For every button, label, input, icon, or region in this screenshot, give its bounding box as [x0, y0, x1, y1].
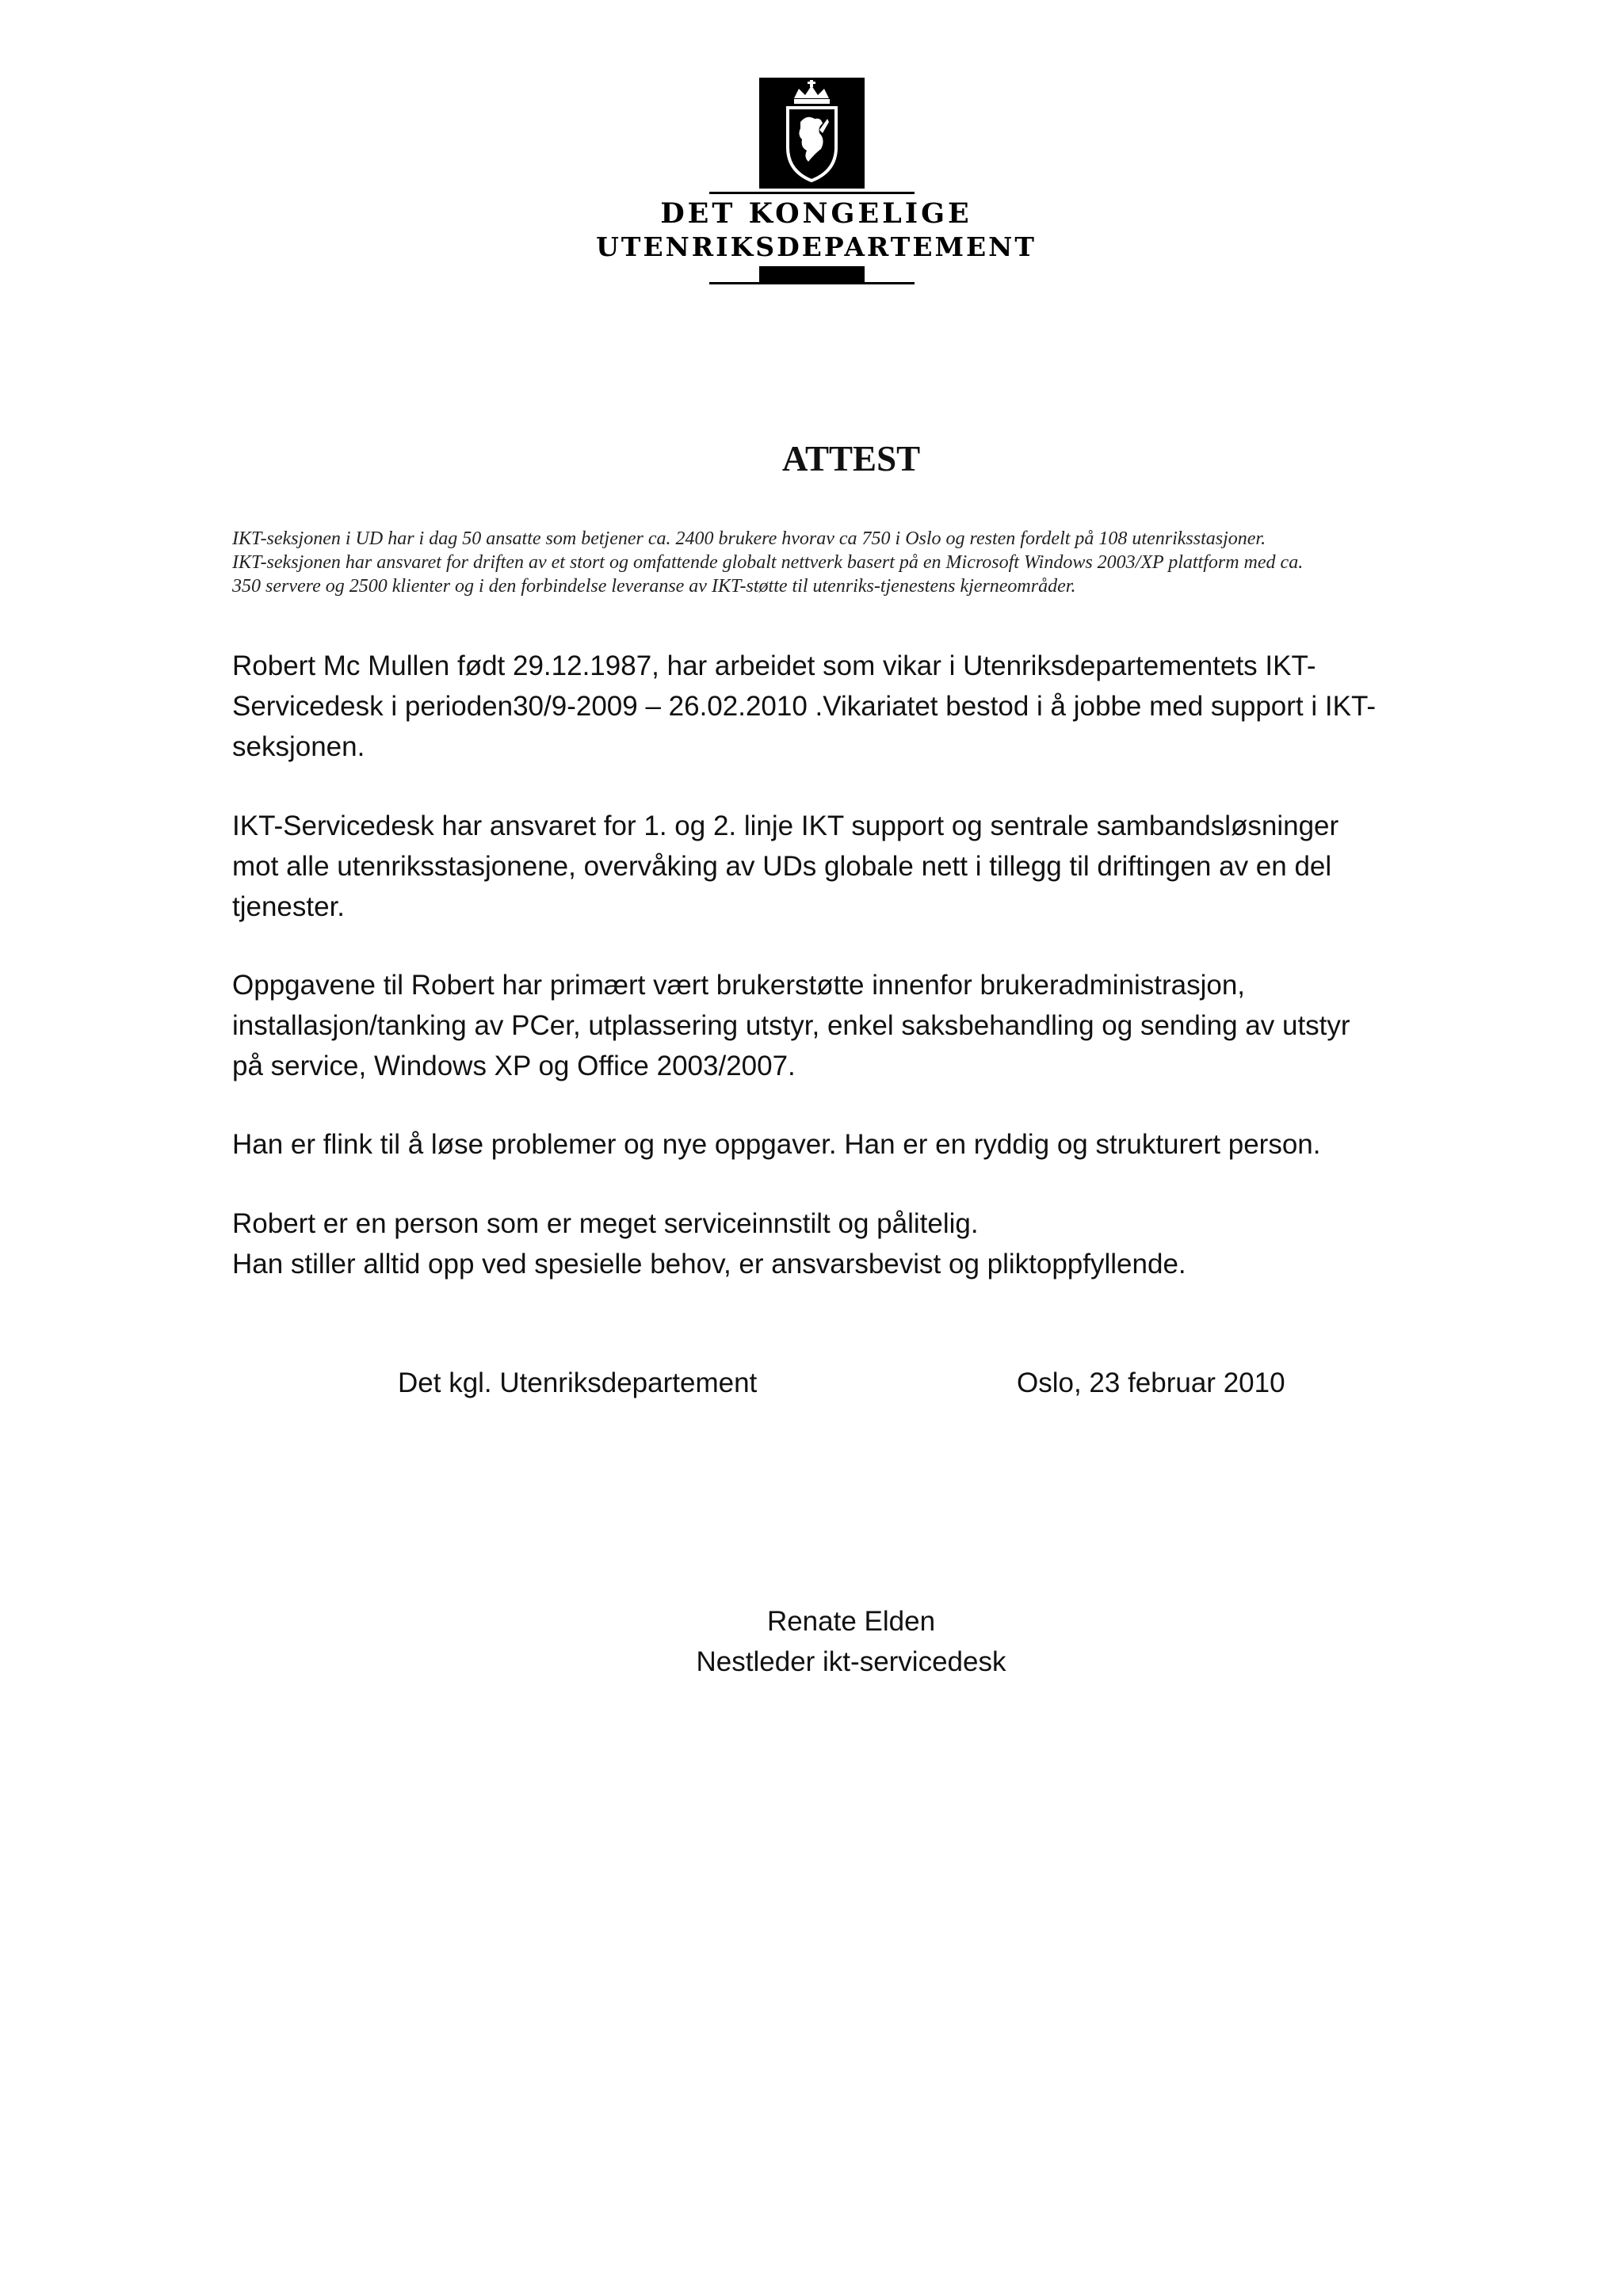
- paragraph-line: tjenester.: [232, 891, 346, 922]
- intro-line: 350 servere og 2500 klienter og i den forbindelse leveranse av IKT-støtte til utenriks-tjenestens kjerneområder.: [232, 576, 1076, 597]
- logo-rule-top: [709, 192, 915, 194]
- paragraph-line: mot alle utenriksstasjonene, overvåking av UDs globale nett i tillegg til driftingen av en del: [232, 851, 1332, 882]
- paragraph-line: Robert Mc Mullen født 29.12.1987, har arbeidet som vikar i Utenriksdepartementets IKT-: [232, 650, 1316, 681]
- paragraph-line: installasjon/tanking av PCer, utplassering utstyr, enkel saksbehandling og sending av utstyr: [232, 1010, 1350, 1041]
- paragraph-line: seksjonen.: [232, 731, 365, 762]
- signature-place-date: Oslo, 23 februar 2010: [1017, 1367, 1285, 1398]
- paragraph-tasks: [232, 965, 1500, 1086]
- document-title: ATTEST: [781, 439, 921, 479]
- paragraph-character: [232, 1203, 1500, 1284]
- intro-line: IKT-seksjonen har ansvaret for driften av et stort og omfattende globalt nettverk basert på en Microsoft Windows 2003/XP plattform med ca.: [232, 552, 1304, 573]
- royal-coat-of-arms-icon: [759, 78, 865, 189]
- paragraph-servicedesk: [232, 806, 1500, 927]
- paragraph-employment: [232, 646, 1500, 767]
- logo-rule-bottom: [709, 282, 915, 284]
- paragraph-line: Oppgavene til Robert har primært vært brukerstøtte innenfor brukeradministrasjon,: [232, 970, 1246, 1001]
- signature-organization: Det kgl. Utenriksdepartement: [398, 1367, 758, 1398]
- paragraph-line: Han er flink til å løse problemer og nye oppgaver. Han er en ryddig og strukturert person.: [232, 1129, 1321, 1160]
- intro-line: IKT-seksjonen i UD har i dag 50 ansatte som betjener ca. 2400 brukere hvorav ca 750 i Oslo og resten fordelt på 108 utenriksstasjoner.: [232, 528, 1266, 549]
- paragraph-line: Servicedesk i perioden30/9-2009 – 26.02.2010 .Vikariatet bestod i å jobbe med support i IKT-: [232, 691, 1377, 722]
- signature-name: Renate Elden: [766, 1606, 936, 1637]
- ministry-logo: [579, 78, 1054, 292]
- paragraph-line: Robert er en person som er meget serviceinnstilt og pålitelig.: [232, 1208, 979, 1239]
- intro-note: [232, 527, 1500, 598]
- logo-base-bar: [759, 266, 865, 282]
- paragraph-skills: [232, 1124, 1500, 1165]
- paragraph-line: Han stiller alltid opp ved spesielle behov, er ansvarsbevist og pliktoppfyllende.: [232, 1249, 1186, 1280]
- paragraph-line: på service, Windows XP og Office 2003/2007.: [232, 1051, 796, 1081]
- logo-text-line2: UTENRIKSDEPARTEMENT: [596, 231, 1037, 262]
- logo-text-line1: DET KONGELIGE: [660, 197, 972, 230]
- paragraph-line: IKT-Servicedesk har ansvaret for 1. og 2. linje IKT support og sentrale sambandsløsninger: [232, 810, 1339, 841]
- signature-role: Nestleder ikt-servicedesk: [696, 1646, 1006, 1677]
